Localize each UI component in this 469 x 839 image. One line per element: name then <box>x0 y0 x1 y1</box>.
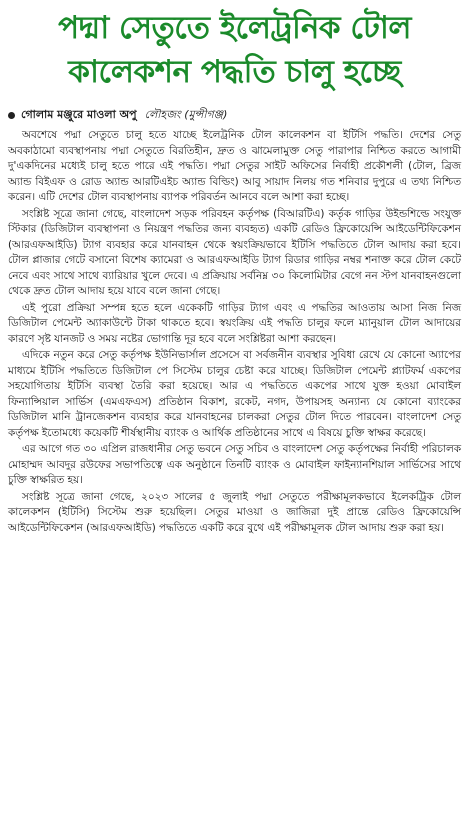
byline-location: লৌহজং (মুন্সীগঞ্জ) <box>144 108 228 121</box>
headline-line-2: কালেকশন পদ্ধতি চালু হচ্ছে <box>68 54 401 90</box>
bullet-icon <box>8 112 15 119</box>
headline-line-1: পদ্মা সেতুতে ইলেট্রনিক টোল <box>58 10 411 46</box>
byline <box>8 108 461 122</box>
article-paragraph-4: এদিকে নতুন করে সেতু কর্তৃপক্ষ ইউনিভার্সাল প্রসেসে বা সর্বজনীন ব্যবস্থার সুবিধা রেখে যে কোনো অ্যাপের মাধ্যমে ইটিসি পদ্ধতিতে ডিজিটাল পে সিস্টেম চালুর চেষ্টা করে যাচ্ছে। ডিজিটাল পেমেন্ট প্ল্যাটফর্ম একপের সহযোগিতায় ইটিসি ব্যবস্থা তৈরি করা হয়েছে। আর এ পদ্ধতিতে একপের সাথে যুক্ত হওয়া মোবাইল ফিন্যান্সিয়াল সার্ভিস (এমএফএস) প্রতিষ্ঠান বিকাশ, রকেট, নগদ, উপায়সহ অন্যান্য যে কোনো ব্যাংকের ডিজিটাল মানি ট্রানজেকশন ব্যবহার করে যানবাহনের চালকরা সেতুর টোল দিতে পারবেন। বাংলাদেশ সেতু কর্তৃপক্ষ ইতোমধ্যে কয়েকটি শীর্ষস্থানীয় ব্যাংক ও আর্থিক প্রতিষ্ঠানের সাথে এ বিষয়ে চুক্তি স্বাক্ষর করেছে। <box>8 349 461 439</box>
article-paragraph-2: সংশ্লিষ্ট সূত্রে জানা গেছে, বাংলাদেশ সড়ক পরিবহন কর্তৃপক্ষ (বিআরটিএ) কর্তৃক গাড়ির উইন্ডশিল্ডে সংযুক্ত স্টিকার (ডিজিটাল ব্যবস্থাপনা ও নিয়ন্ত্রণ পদ্ধতির জন্য ব্যবহৃত) একটি রেডিও ফ্রিকোয়েন্সি আইডেন্টিফিকেশন (আরএফআইডি) ট্যাগ ব্যবহার করে যানবাহন থেকে স্বয়ংক্রিয়ভাবে ইটিসি পদ্ধতিতে টোল আদায় করা হবে। টোল প্লাজার গেটে বসানো বিশেষ ক্যামেরা ও আরএফআইডি ট্যাগ রিডার গাড়ির নম্বর শনাক্ত করে টোল কেটে নেবে এবং সাথে সাথে ব্যারিয়ার খুলে দেবে। এ প্রক্রিয়ায় সর্বনিম্ন ৩০ কিলোমিটার বেগে নন স্টপ যানবাহনগুলো থেকে দ্রুত টোল আদায় হয়ে যাবে বলে জানা গেছে। <box>8 207 461 297</box>
byline-author: গোলাম মঞ্জুরে মাওলা অপু <box>21 108 137 121</box>
article-paragraph-1: অবশেষে পদ্মা সেতুতে চালু হতে যাচ্ছে ইলেট্রনিক টোল কালেকশন বা ইটিসি পদ্ধতি। দেশের সেতু অবকাঠামো ব্যবস্থাপনায় পদ্মা সেতুতে বিরতিহীন, দ্রুত ও ঝামেলামুক্ত সেতু পারাপার নিশ্চিত করতে আগামী দু'একদিনের মধ্যেই চালু হতে পারে এই পদ্ধতি। পদ্মা সেতুর সাইট অফিসের নির্বাহী প্রকৌশলী (টোল, ব্রিজ অ্যান্ড বিইএফ ও রোড অ্যান্ড আরটিএইচ অ্যান্ড বিল্ডিং) আবু সায়াদ নিলয় গত শনিবার দুপুরে এ তথ্য নিশ্চিত করেন। এটি দেশের টোল ব্যবস্থাপনায় ব্যাপক পরিবর্তন আনবে বলে আশা করা হচ্ছে। <box>8 129 461 203</box>
headline <box>8 0 461 94</box>
article-paragraph-5: এর আগে গত ৩০ এপ্রিল রাজধানীর সেতু ভবনে সেতু সচিব ও বাংলাদেশ সেতু কর্তৃপক্ষের নির্বাহী পরিচালক মোহাম্মদ আবদুর রউফের সভাপতিত্বে এক অনুষ্ঠানে তিনটি ব্যাংক ও মোবাইল ফাইন্যানশিয়াল সার্ভিসের সাথে চুক্তি স্বাক্ষরিত হয়। <box>8 443 461 486</box>
article-paragraph-3: এই পুরো প্রক্রিয়া সম্পন্ন হতে হলে একেকটি গাড়ির ট্যাগ এবং এ পদ্ধতির আওতায় আসা নিজ নিজ ডিজিটাল পেমেন্ট অ্যাকাউন্টে টাকা থাকতে হবে। স্বয়ংক্রিয় এই পদ্ধতি চালুর ফলে ম্যানুয়াল টোল আদায়ের কারণে সৃষ্ট যানজট ও সময় নষ্টের ভোগান্তি দূর হবে বলে সংশ্লিষ্টরা আশা করছেন। <box>8 301 461 345</box>
article-body <box>8 128 461 536</box>
article-paragraph-6: সংশ্লিষ্ট সূত্রে জানা গেছে, ২০২৩ সালের ৫ জুলাই পদ্মা সেতুতে পরীক্ষামূলকভাবে ইলেকট্রিক টোল কালেকশন (ইটিসি) সিস্টেম শুরু হয়েছিল। সেতুর মাওয়া ও জাজিরা দুই প্রান্তে রেডিও ফ্রিকোয়েন্সি আইডেন্টিফিকেশন (আরএফআইডি) পদ্ধতিতে একটি করে বুথে এই পরীক্ষামূলক টোল আদায় শুরু করা হয়। <box>8 490 461 534</box>
